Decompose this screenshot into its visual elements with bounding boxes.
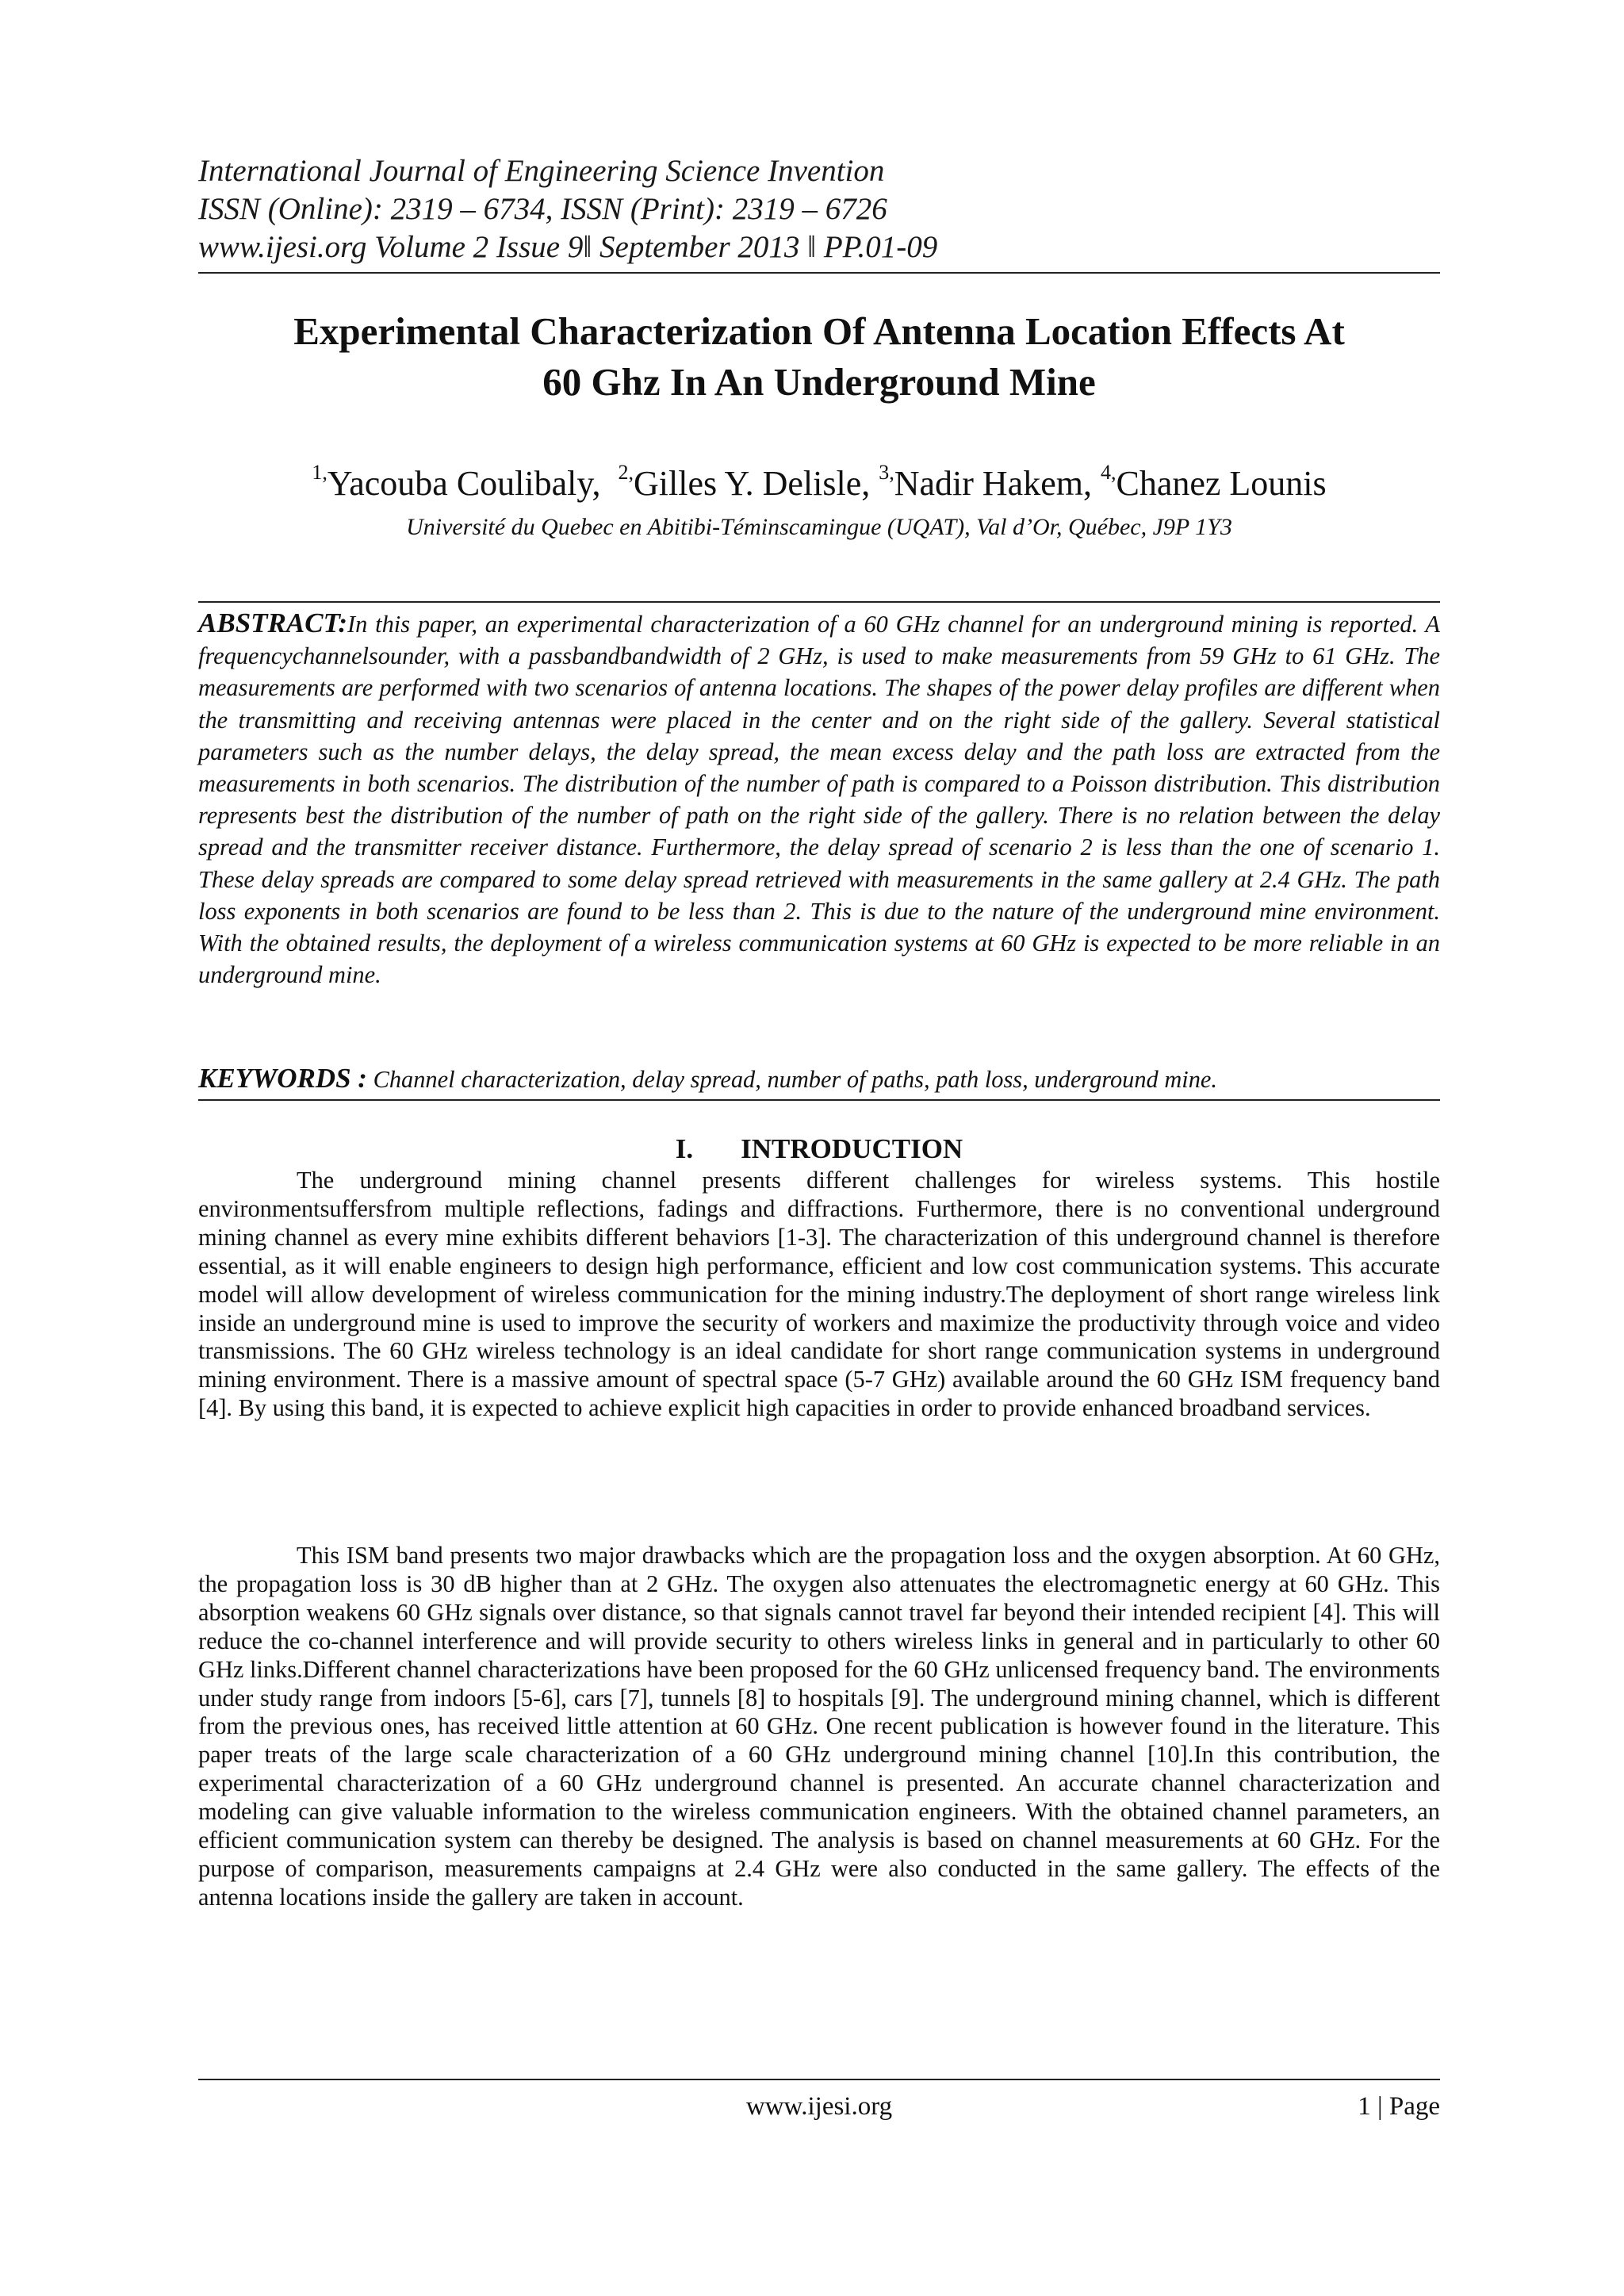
abstract-rule [198, 601, 1440, 603]
author-4-mark: 4, [1100, 461, 1116, 484]
title-line-1: Experimental Characterization Of Antenna Location Effects At [293, 309, 1345, 353]
paper-title [198, 306, 1440, 408]
author-1-name: Yacouba Coulibaly, [327, 464, 601, 503]
section-title: INTRODUCTION [741, 1133, 963, 1164]
page-number: 1 | Page [1358, 2092, 1440, 2121]
intro-paragraph-1: The underground mining channel presents different challenges for wireless systems. This hostile environmentsuffersfrom multiple reflections, fadings and diffractions. Furthermore, there is no conventional underground mining channel as every mine exhibits different behaviors [1-3]. The characterization of this underground channel is therefore essential, as it will enable engineers to design high performance, efficient and low cost communication systems. This accurate model will allow development of wireless communication for the mining industry.The deployment of short range wireless link inside an underground mine is used to improve the security of workers and maximize the productivity through voice and video transmissions. The 60 GHz wireless technology is an ideal candidate for short range communication systems in underground mining environment. There is a massive amount of spectral space (5-7 GHz) available around the 60 GHz ISM frequency band [4]. By using this band, it is expected to achieve explicit high capacities in order to provide enhanced broadband services. [198, 1167, 1440, 1422]
keywords [198, 1063, 1440, 1095]
title-line-2: 60 Ghz In An Underground Mine [542, 360, 1096, 404]
section-number: I. [675, 1133, 694, 1164]
section-heading [198, 1132, 1440, 1167]
abstract-text: In this paper, an experimental characterization of a 60 GHz channel for an underground mining is reported. A frequencychannelsounder, with a passbandbandwidth of 2 GHz, is used to make measurements from 59 GHz to 61 GHz. The measurements are performed with two scenarios of antenna locations. The shapes of the power delay profiles are different when the transmitting and receiving antennas were placed in the center and on the right side of the gallery. Several statistical parameters such as the number delays, the delay spread, the mean excess delay and the path loss are extracted from the measurements in both scenarios. The distribution of the number of path is compared to a Poisson distribution. This distribution represents best the distribution of the number of path on the right side of the gallery. There is no relation between the delay spread and the transmitter receiver distance. Furthermore, the delay spread of scenario 2 is less than the one of scenario 1. These delay spreads are compared to some delay spread retrieved with measurements in the same gallery at 2.4 GHz. The path loss exponents in both scenarios are found to be less than 2. This is due to the nature of the underground mine environment. With the obtained results, the deployment of a wireless communication systems at 60 GHz is expected to be more reliable in an underground mine. [198, 611, 1440, 989]
footer-rule [198, 2079, 1440, 2080]
keywords-label: KEYWORDS : [198, 1063, 367, 1094]
journal-issn: ISSN (Online): 2319 – 6734, ISSN (Print): 2319 – 6726 [198, 192, 887, 226]
journal-issue: www.ijesi.org Volume 2 Issue 9‖ September 2013 ‖ PP.01-09 [198, 230, 938, 264]
footer-url: www.ijesi.org [745, 2092, 893, 2121]
author-2-mark: 2, [618, 461, 634, 484]
author-3-mark: 3, [879, 461, 894, 484]
author-1-mark: 1, [312, 461, 327, 484]
author-2-name: Gilles Y. Delisle, [634, 464, 871, 503]
header-rule [198, 272, 1440, 274]
author-4-name: Chanez Lounis [1116, 464, 1327, 503]
abstract-label: ABSTRACT: [198, 608, 348, 638]
intro-paragraph-2: This ISM band presents two major drawbacks which are the propagation loss and the oxygen absorption. At 60 GHz, the propagation loss is 30 dB higher than at 2 GHz. The oxygen also attenuates the electromagnetic energy at 60 GHz. This absorption weakens 60 GHz signals over distance, so that signals cannot travel far beyond their intended recipient [4]. This will reduce the co-channel interference and will provide security to others wireless links in general and in particularly to other 60 GHz links.Different channel characterizations have been proposed for the 60 GHz unlicensed frequency band. The environments under study range from indoors [5-6], cars [7], tunnels [8] to hospitals [9]. The underground mining channel, which is different from the previous ones, has received little attention at 60 GHz. One recent publication is however found in the literature. This paper treats of the large scale characterization of a 60 GHz underground mining channel [10].In this contribution, the experimental characterization of a 60 GHz underground channel is presented. An accurate channel characterization and modeling can give valuable information to the wireless communication engineers. With the obtained channel parameters, an efficient communication system can thereby be designed. The analysis is based on channel measurements at 60 GHz. For the purpose of comparison, measurements campaigns at 2.4 GHz were also conducted in the same gallery. The effects of the antenna locations inside the gallery are taken in account. [198, 1542, 1440, 1911]
author-list [198, 462, 1440, 505]
keywords-text: Channel characterization, delay spread, number of paths, path loss, underground mine. [366, 1066, 1218, 1093]
author-3-name: Nadir Hakem, [894, 464, 1092, 503]
journal-header [198, 152, 1443, 266]
abstract [198, 608, 1440, 991]
journal-name: International Journal of Engineering Science Invention [198, 154, 885, 188]
keywords-rule [198, 1099, 1440, 1101]
author-affiliation: Université du Quebec en Abitibi-Téminscamingue (UQAT), Val d’Or, Québec, J9P 1Y3 [406, 514, 1232, 540]
